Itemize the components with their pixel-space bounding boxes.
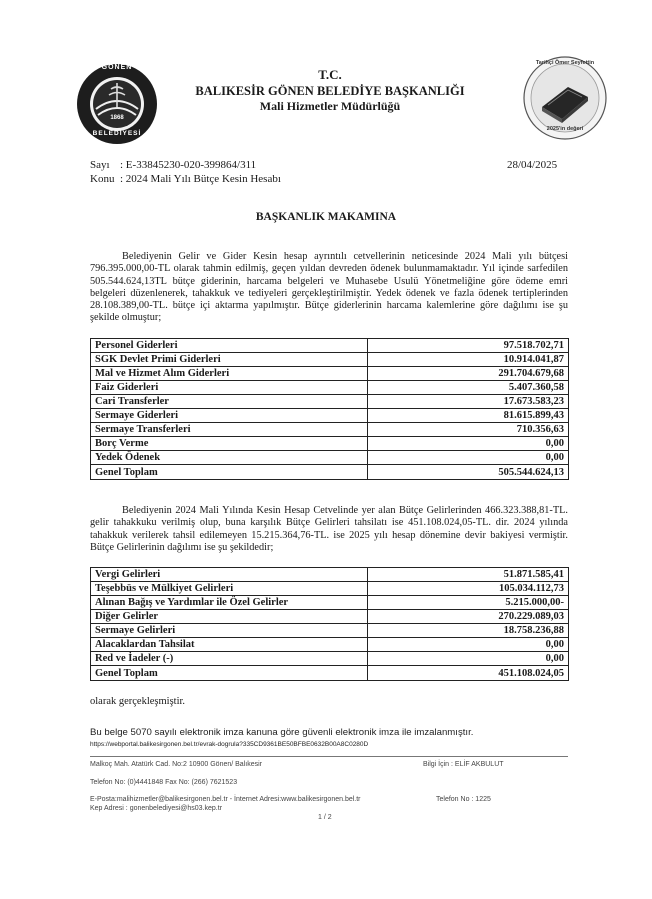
footer-email[interactable]: E-Posta:malihizmetler@balikesirgonen.bel.tr - İnternet Adresi:www.balikesirgonen.bel.tr (90, 796, 361, 803)
row-value: 505.544.624,13 (368, 465, 569, 480)
badge-bottom-text: 2025'in değeri (546, 126, 584, 132)
row-value: 105.034.112,73 (368, 582, 569, 596)
table-row (91, 596, 569, 610)
esign-note: Bu belge 5070 sayılı elektronik imza kanuna göre güvenli elektronik imza ile imzalanmıştır. (90, 727, 474, 738)
verify-link[interactable]: https://webportal.balikesirgonen.bel.tr/evrak-dogrula?335CD9361BE50BFBE0632B00A8C0280D (90, 741, 369, 748)
table-row (91, 638, 569, 652)
footer-divider (90, 756, 568, 757)
row-value: 51.871.585,41 (368, 568, 569, 582)
footer-kep: Kep Adresi : gonenbelediyesi@hs03.kep.tr (90, 805, 223, 812)
footer-tel: Telefon No : 1225 (436, 796, 491, 803)
row-label: Teşebbüs ve Mülkiyet Gelirleri (91, 582, 368, 596)
revenue-table (90, 567, 569, 681)
document-date: 28/04/2025 (507, 159, 558, 171)
row-label: Genel Toplam (91, 465, 368, 480)
row-value: 291.704.679,68 (368, 367, 569, 381)
table-row (91, 666, 569, 681)
row-label: Alınan Bağış ve Yardımlar ile Özel Gelirler (91, 596, 368, 610)
table-row (91, 367, 569, 381)
row-label: Genel Toplam (91, 666, 368, 681)
row-value: 0,00 (368, 437, 569, 451)
row-label: Borç Verme (91, 437, 368, 451)
seal-bottom-text: BELEDİYESİ (92, 130, 142, 137)
table-row (91, 624, 569, 638)
row-value: 451.108.024,05 (368, 666, 569, 681)
row-value: 0,00 (368, 638, 569, 652)
row-value: 5.407.360,58 (368, 381, 569, 395)
table-row (91, 652, 569, 666)
table-row (91, 353, 569, 367)
table-row (91, 437, 569, 451)
row-label: Yedek Ödenek (91, 451, 368, 465)
row-label: Sermaye Gelirleri (91, 624, 368, 638)
department-title: Mali Hizmetler Müdürlüğü (259, 99, 401, 113)
row-value: 97.518.702,71 (368, 339, 569, 353)
row-value: 0,00 (368, 451, 569, 465)
institution-title: BALIKESİR GÖNEN BELEDİYE BAŞKANLIĞI (195, 84, 465, 98)
header-line-1: T.C. (318, 67, 342, 82)
table-row (91, 465, 569, 480)
table-row (91, 451, 569, 465)
row-label: Alacaklardan Tahsilat (91, 638, 368, 652)
row-value: 17.673.583,23 (368, 395, 569, 409)
paragraph-expenses (90, 251, 568, 325)
table-row (91, 381, 569, 395)
table-row (91, 409, 569, 423)
page-number: 1 / 2 (318, 814, 332, 821)
badge-top-text: Tarihçi Ömer Seyfettin (535, 60, 595, 66)
table-row (91, 568, 569, 582)
konu-label: Konu (90, 173, 115, 185)
table-row (91, 582, 569, 596)
table-row (91, 339, 569, 353)
paragraph-expenses-text: Belediyenin Gelir ve Gider Kesin hesap ayrıntılı cetvellerinin neticesinde 2024 Mali yılı bütçesi 796.395.000,00-TL olarak tahmin edilmiş, geçen yıldan devreden ödenek bulunmamaktadır. Yıl içinde sarfedilen 505.544.624,13TL bütçe giderinin, harcama belgeleri ve Muhasebe Usulü Yönetmeliğine göre ödeme emri belgeleri düzenlenerek, tahakkuk ve tediyeleri gerçekleştirilmiştir. Yedek ödenek ve fazla ödenek tertiplerinden 28.108.389,00-TL. bütçe içi aktarma yapılmıştır. Bütçe giderlerinin harcama kalemlerine göre dağılımı ise şu şekilde olmuştur; (90, 251, 568, 324)
table-row (91, 423, 569, 437)
row-value: 270.229.089,03 (368, 610, 569, 624)
row-label: Vergi Gelirleri (91, 568, 368, 582)
sayi-label: Sayı (90, 159, 110, 171)
row-value: 81.615.899,43 (368, 409, 569, 423)
row-label: Faiz Giderleri (91, 381, 368, 395)
row-label: Mal ve Hizmet Alım Giderleri (91, 367, 368, 381)
svg-text:1868: 1868 (110, 115, 124, 121)
row-label: Sermaye Transferleri (91, 423, 368, 437)
sayi-value: : E-33845230-020-399864/311 (120, 159, 257, 171)
paragraph-revenues-text: Belediyenin 2024 Mali Yılında Kesin Hesap Cetvelinde yer alan Bütçe Gelirlerinden 466.323.388,81-TL. gelir tahakkuku verilmiş olup, buna karşılık Bütçe Gelirleri tahsilatı ise 451.108.024,05-TL. dir. 2024 yılında tahakkuk verilerek tahsil edilemeyen 15.215.364,76-TL. ise 2025 yılı hesap dönemine devir bakiyesi vermiştir. Bütçe Gelirlerinin dağılımı ise şu şekildedir; (90, 505, 568, 553)
expense-table (90, 338, 569, 480)
footer-address: Malkoç Mah. Atatürk Cad. No:2 10900 Gönen/ Balıkesir (90, 761, 262, 768)
row-value: 5.215.000,00- (368, 596, 569, 610)
table-row (91, 395, 569, 409)
table-row (91, 610, 569, 624)
addressee: BAŞKANLIK MAKAMINA (255, 211, 397, 223)
row-label: Personel Giderleri (91, 339, 368, 353)
row-label: Cari Transferler (91, 395, 368, 409)
row-label: Sermaye Giderleri (91, 409, 368, 423)
row-value: 0,00 (368, 652, 569, 666)
seal-top-text: GÖNEN (101, 64, 133, 71)
row-value: 10.914.041,87 (368, 353, 569, 367)
konu-value: : 2024 Mali Yılı Bütçe Kesin Hesabı (120, 173, 281, 185)
paragraph-revenues (90, 505, 568, 554)
row-value: 18.758.236,88 (368, 624, 569, 638)
closing-text: olarak gerçekleşmiştir. (90, 696, 186, 707)
footer-info: Bilgi İçin : ELİF AKBULUT (423, 761, 504, 768)
row-label: Diğer Gelirler (91, 610, 368, 624)
row-label: SGK Devlet Primi Giderleri (91, 353, 368, 367)
row-value: 710.356,63 (368, 423, 569, 437)
row-label: Red ve İadeler (-) (91, 652, 368, 666)
footer-phone: Telefon No: (0)4441848 Fax No: (266) 7621523 (90, 779, 238, 786)
